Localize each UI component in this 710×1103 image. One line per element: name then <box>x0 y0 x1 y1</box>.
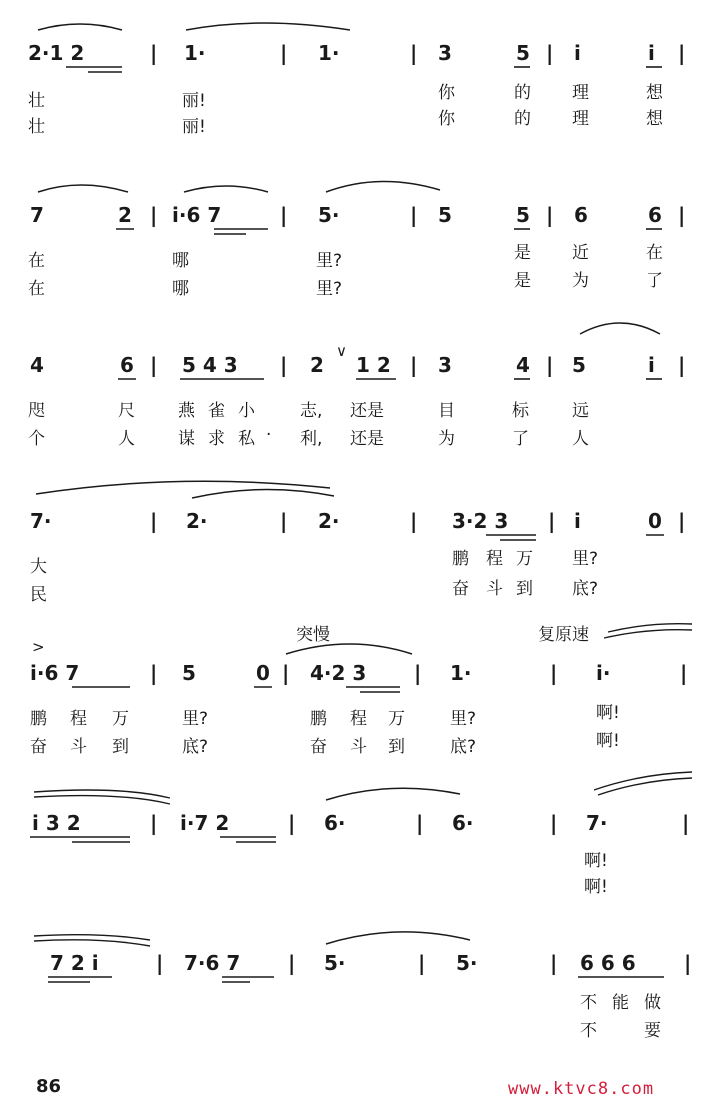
barline: | <box>150 203 158 227</box>
note: 6 <box>648 203 662 227</box>
lyric: 人 <box>572 429 589 449</box>
barline: | <box>410 509 418 533</box>
lyric: 不 <box>580 993 597 1013</box>
lyric: 壮 <box>28 117 45 137</box>
lyric: 斗 <box>486 579 503 599</box>
lyric: 是 <box>514 271 531 291</box>
lyric: 的 <box>514 109 531 129</box>
note: 6 <box>574 203 588 227</box>
lyric: 燕 <box>178 401 195 421</box>
barline: | <box>150 661 158 685</box>
note: 0 <box>648 509 662 533</box>
note: 5 <box>438 203 452 227</box>
barline: | <box>282 661 290 685</box>
lyric: 万 <box>112 709 129 729</box>
lyric: 求 <box>208 429 225 449</box>
barline: | <box>680 661 688 685</box>
note: 7 <box>30 203 44 227</box>
tempo-mark-slow: 突慢 <box>296 625 330 645</box>
barline: | <box>418 951 426 975</box>
staff-row-6 <box>30 772 692 897</box>
lyric: 啊! <box>584 877 608 897</box>
barline: | <box>150 811 158 835</box>
note: i <box>574 509 581 533</box>
note: 7· <box>30 509 52 533</box>
lyric: 底? <box>572 579 599 599</box>
lyric: 不 <box>580 1021 597 1041</box>
staff-row-1 <box>28 23 685 137</box>
lyric: 雀 <box>208 401 225 421</box>
lyric: 里? <box>182 709 209 729</box>
lyric: 人 <box>118 429 135 449</box>
barline: | <box>550 951 558 975</box>
lyric: 丽! <box>182 91 206 111</box>
lyric: 为 <box>572 271 589 291</box>
note: 0 <box>256 661 270 685</box>
lyric: 近 <box>572 243 589 263</box>
note-group: 5 4 3 <box>182 353 238 377</box>
lyric: 里? <box>572 549 599 569</box>
lyric: 在 <box>646 243 663 263</box>
barline: | <box>678 41 686 65</box>
note: 5 <box>182 661 196 685</box>
lyric: 远 <box>572 401 589 421</box>
stray-dot: · <box>266 425 272 445</box>
lyric: 里? <box>316 251 343 271</box>
barline: | <box>550 661 558 685</box>
lyric: 啊! <box>584 851 608 871</box>
lyric: 志, <box>300 401 323 421</box>
lyric: 标 <box>512 401 529 421</box>
note-group: i·6 7 <box>172 203 222 227</box>
lyric: 鹏 <box>452 549 469 569</box>
note: 2 <box>310 353 324 377</box>
barline: | <box>156 951 164 975</box>
staff-row-7 <box>34 932 691 1041</box>
lyric: 壮 <box>28 91 45 111</box>
barline: | <box>150 41 158 65</box>
lyric: 个 <box>28 429 45 449</box>
lyric: 了 <box>512 429 529 449</box>
note: 5 <box>516 41 530 65</box>
lyric: 程 <box>486 549 503 569</box>
lyric: 斗 <box>70 737 87 757</box>
lyric: 程 <box>350 709 367 729</box>
accent-mark: > <box>32 638 45 656</box>
lyric: 鹏 <box>310 709 327 729</box>
barline: | <box>546 41 554 65</box>
note: 7· <box>586 811 608 835</box>
note: 5 <box>572 353 586 377</box>
lyric: 啊! <box>596 731 620 751</box>
lyric: 想 <box>646 109 663 129</box>
barline: | <box>684 951 692 975</box>
lyric: 里? <box>450 709 477 729</box>
note-group: 7 2 i <box>50 951 99 975</box>
lyric: 咫 <box>28 401 45 421</box>
lyric: 为 <box>438 429 455 449</box>
note: 4 <box>516 353 530 377</box>
barline: | <box>150 509 158 533</box>
lyric: 是 <box>514 243 531 263</box>
note: 5· <box>318 203 340 227</box>
note: 3 <box>438 353 452 377</box>
note: 6· <box>452 811 474 835</box>
lyric: 还是 <box>350 429 384 449</box>
lyric: 尺 <box>118 401 135 421</box>
lyric: 底? <box>450 737 477 757</box>
barline: | <box>410 41 418 65</box>
lyric: 斗 <box>350 737 367 757</box>
note-group: 7·6 7 <box>184 951 241 975</box>
lyric: 要 <box>644 1021 661 1041</box>
note: 6 <box>120 353 134 377</box>
staff-row-4 <box>30 481 685 605</box>
barline: | <box>548 509 556 533</box>
barline: | <box>280 203 288 227</box>
lyric: 了 <box>646 271 663 291</box>
note-group: 4·2 3 <box>310 661 367 685</box>
lyric: 哪 <box>172 251 189 271</box>
note: 1· <box>184 41 206 65</box>
note-group: 1 2 <box>356 353 391 377</box>
note: i· <box>596 661 611 685</box>
note: 2 <box>118 203 132 227</box>
barline: | <box>416 811 424 835</box>
note-group: i·6 7 <box>30 661 80 685</box>
note: 1· <box>450 661 472 685</box>
barline: | <box>280 509 288 533</box>
barline: | <box>546 353 554 377</box>
lyric: 还是 <box>350 401 384 421</box>
barline: | <box>288 811 296 835</box>
lyric: 在 <box>28 251 45 271</box>
barline: | <box>280 41 288 65</box>
lyric: 私 <box>238 429 255 449</box>
note: 5· <box>324 951 346 975</box>
tempo-mark-resume: 复原速 <box>538 625 589 645</box>
barline: | <box>678 353 686 377</box>
lyric: 里? <box>316 279 343 299</box>
note-group: i·7 2 <box>180 811 230 835</box>
staff-row-3 <box>28 323 685 449</box>
page-number: 86 <box>36 1076 62 1097</box>
lyric: 想 <box>646 83 663 103</box>
note-group: i 3 2 <box>32 811 81 835</box>
lyric: 你 <box>438 109 455 129</box>
note: i <box>648 41 655 65</box>
note: 3 <box>438 41 452 65</box>
barline: | <box>150 353 158 377</box>
note: i <box>648 353 655 377</box>
barline: | <box>414 661 422 685</box>
note: 1· <box>318 41 340 65</box>
lyric: 大 <box>30 557 47 577</box>
barline: | <box>546 203 554 227</box>
lyric: 丽! <box>182 117 206 137</box>
lyric: 底? <box>182 737 209 757</box>
lyric: 鹏 <box>30 709 47 729</box>
lyric: 做 <box>644 993 661 1013</box>
note-group: 6 6 6 <box>580 951 636 975</box>
lyric: 谋 <box>178 429 195 449</box>
lyric: 奋 <box>30 737 47 757</box>
lyric: 目 <box>438 401 455 421</box>
barline: | <box>550 811 558 835</box>
lyric: 程 <box>70 709 87 729</box>
lyric: 小 <box>238 401 255 421</box>
barline: | <box>682 811 690 835</box>
lyric: 万 <box>388 709 405 729</box>
lyric: 啊! <box>596 703 620 723</box>
note: 5 <box>516 203 530 227</box>
barline: | <box>280 353 288 377</box>
lyric: 到 <box>516 579 533 599</box>
lyric: 能 <box>612 993 629 1013</box>
note: 2· <box>318 509 340 533</box>
barline: | <box>410 203 418 227</box>
lyric: 在 <box>28 279 45 299</box>
lyric: 你 <box>438 83 455 103</box>
note: 6· <box>324 811 346 835</box>
barline: | <box>678 203 686 227</box>
barline: | <box>678 509 686 533</box>
breath-mark: ∨ <box>336 342 347 360</box>
lyric: 理 <box>572 109 589 129</box>
staff-row-5 <box>30 624 692 757</box>
lyric: 万 <box>516 549 533 569</box>
lyric: 哪 <box>172 279 189 299</box>
staff-row-2 <box>28 181 685 299</box>
lyric: 民 <box>30 585 47 605</box>
note: i <box>574 41 581 65</box>
note-group: 3·2 3 <box>452 509 509 533</box>
lyric: 奋 <box>452 579 469 599</box>
lyric: 到 <box>112 737 129 757</box>
note-group: 2·1 2 <box>28 41 85 65</box>
lyric: 的 <box>514 83 531 103</box>
note: 5· <box>456 951 478 975</box>
barline: | <box>410 353 418 377</box>
barline: | <box>288 951 296 975</box>
watermark-link[interactable]: www.ktvc8.com <box>508 1079 655 1099</box>
lyric: 到 <box>388 737 405 757</box>
lyric: 奋 <box>310 737 327 757</box>
note: 4 <box>30 353 44 377</box>
lyric: 理 <box>572 83 589 103</box>
note: 2· <box>186 509 208 533</box>
lyric: 利, <box>300 429 323 449</box>
